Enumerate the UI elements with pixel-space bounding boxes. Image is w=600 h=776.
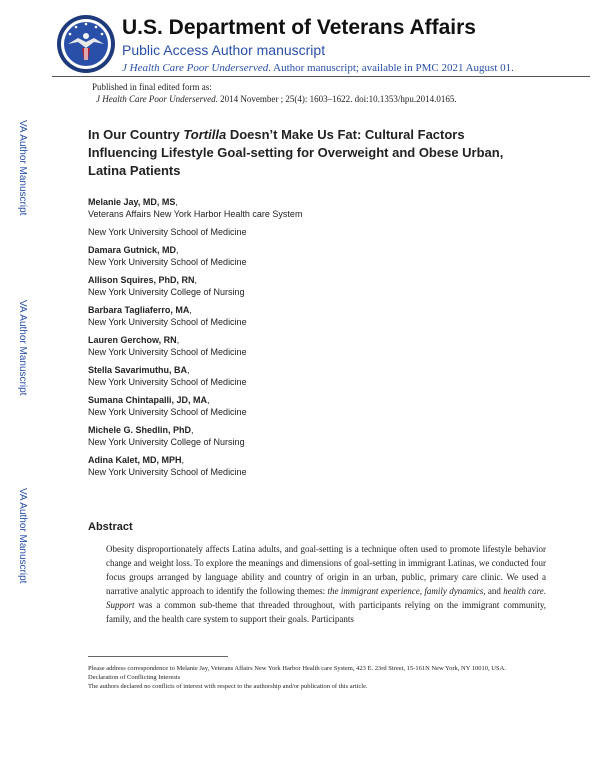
author-name: Sumana Chintapalli, JD, MA	[88, 395, 208, 405]
author-affiliation: New York University School of Medicine	[88, 377, 247, 387]
publication-details: . 2014 November ; 25(4): 1603–1622. doi:10.1353/hpu.2014.0165.	[215, 94, 457, 104]
abstract-theme: the immigrant experience	[327, 586, 420, 596]
journal-abbrev[interactable]: J Health Care Poor Underserved	[122, 62, 269, 74]
header-citation	[122, 62, 514, 74]
author-affiliation: New York University School of Medicine	[88, 257, 247, 267]
coi-heading: Declaration of Conflicting Interests	[88, 674, 181, 681]
author-name: Lauren Gerchow, RN	[88, 335, 177, 345]
author-affiliation-extra: New York University School of Medicine	[88, 227, 247, 237]
abstract-segment: was a common sub-theme that threaded throughout, with participants relying on the immigrant community, family, and the health care system to support their goals. Participants	[106, 600, 546, 624]
side-label-1: VA Author Manuscript	[17, 120, 28, 216]
abstract-heading: Abstract	[88, 521, 133, 533]
abstract-theme: family dynamics	[424, 586, 484, 596]
title-part-2: Doesn’t Make Us Fat: Cultural Factors Influencing Lifestyle Goal-setting for Overweight and Obese Urban, Latina Patients	[88, 127, 504, 178]
author-affiliation: New York University School of Medicine	[88, 347, 247, 357]
author-entry: Adina Kalet, MD, MPH, New York University School of Medicine	[88, 454, 548, 478]
author-affiliation: New York University College of Nursing	[88, 287, 245, 297]
title-part-1: In Our Country	[88, 127, 184, 142]
header-divider	[52, 76, 590, 77]
author-affiliation: New York University School of Medicine	[88, 467, 247, 477]
abstract-segment: ,	[419, 586, 425, 596]
author-entry: Barbara Tagliaferro, MA, New York University School of Medicine	[88, 304, 548, 328]
abstract-segment: , and	[483, 586, 504, 596]
author-entry: Damara Gutnick, MD, New York University School of Medicine	[88, 244, 548, 268]
author-affiliation: New York University School of Medicine	[88, 407, 247, 417]
author-entry: Lauren Gerchow, RN, New York University School of Medicine	[88, 334, 548, 358]
va-seal-icon	[56, 14, 116, 74]
author-entry: Allison Squires, PhD, RN, New York University College of Nursing	[88, 274, 548, 298]
author-entry: Stella Savarimuthu, BA, New York University School of Medicine	[88, 364, 548, 388]
author-affiliation: New York University College of Nursing	[88, 437, 245, 447]
footnotes	[88, 664, 548, 691]
footnote-divider	[88, 656, 228, 657]
side-label-3: VA Author Manuscript	[17, 488, 28, 584]
side-label-2: VA Author Manuscript	[17, 300, 28, 396]
author-name: Barbara Tagliaferro, MA	[88, 305, 190, 315]
publication-journal: J Health Care Poor Underserved	[96, 94, 216, 104]
author-entry: Melanie Jay, MD, MS, Veterans Affairs New York Harbor Health care System New York University School of Medicine	[88, 196, 548, 238]
abstract-theme: health care	[503, 586, 544, 596]
abstract-subtheme: Support	[106, 600, 135, 610]
author-name: Damara Gutnick, MD	[88, 245, 177, 255]
author-name: Adina Kalet, MD, MPH	[88, 455, 182, 465]
author-entry: Sumana Chintapalli, JD, MA, New York University School of Medicine	[88, 394, 548, 418]
title-italic-word: Tortilla	[183, 127, 227, 142]
coi-text: The authors declared no conflicts of interest with respect to the authorship and/or publication of this article.	[88, 683, 368, 690]
correspondence-note: Please address correspondence to Melanie Jay, Veterans Affairs New York Harbor Health care System, 423 E. 23rd Street, 15-161N New York, NY 10010, USA.	[88, 665, 506, 672]
abstract-text	[106, 542, 546, 626]
author-affiliation: New York University School of Medicine	[88, 317, 247, 327]
author-affiliation: Veterans Affairs New York Harbor Health care System	[88, 209, 303, 219]
availability-note: . Author manuscript; available in PMC 2021 August 01.	[268, 62, 514, 74]
manuscript-header	[52, 10, 572, 80]
author-name: Allison Squires, PhD, RN	[88, 275, 195, 285]
author-name: Stella Savarimuthu, BA	[88, 365, 188, 375]
manuscript-label: Public Access Author manuscript	[122, 42, 326, 58]
publication-citation	[92, 93, 457, 105]
author-entry: Michele G. Shedlin, PhD, New York University College of Nursing	[88, 424, 548, 448]
published-line: Published in final edited form as:	[92, 82, 212, 92]
author-name: Melanie Jay, MD, MS	[88, 197, 176, 207]
agency-name: U.S. Department of Veterans Affairs	[122, 16, 476, 39]
author-list	[88, 196, 548, 484]
abstract-segment: Obesity disproportionately affects Latina adults, and goal-setting is a technique often used to promote lifestyle behavior change and weight loss. To explore the meanings and dimensions of goal-setting in immigrant Latinas, we conducted four focus groups arranged by language ability and country of origin in an urban, public, primary care clinic. We used a narrative analytic approach to identify the following themes:	[106, 544, 546, 596]
author-name: Michele G. Shedlin, PhD	[88, 425, 192, 435]
article-title	[88, 126, 528, 180]
publication-info	[92, 81, 457, 105]
abstract-segment: .	[543, 586, 547, 596]
